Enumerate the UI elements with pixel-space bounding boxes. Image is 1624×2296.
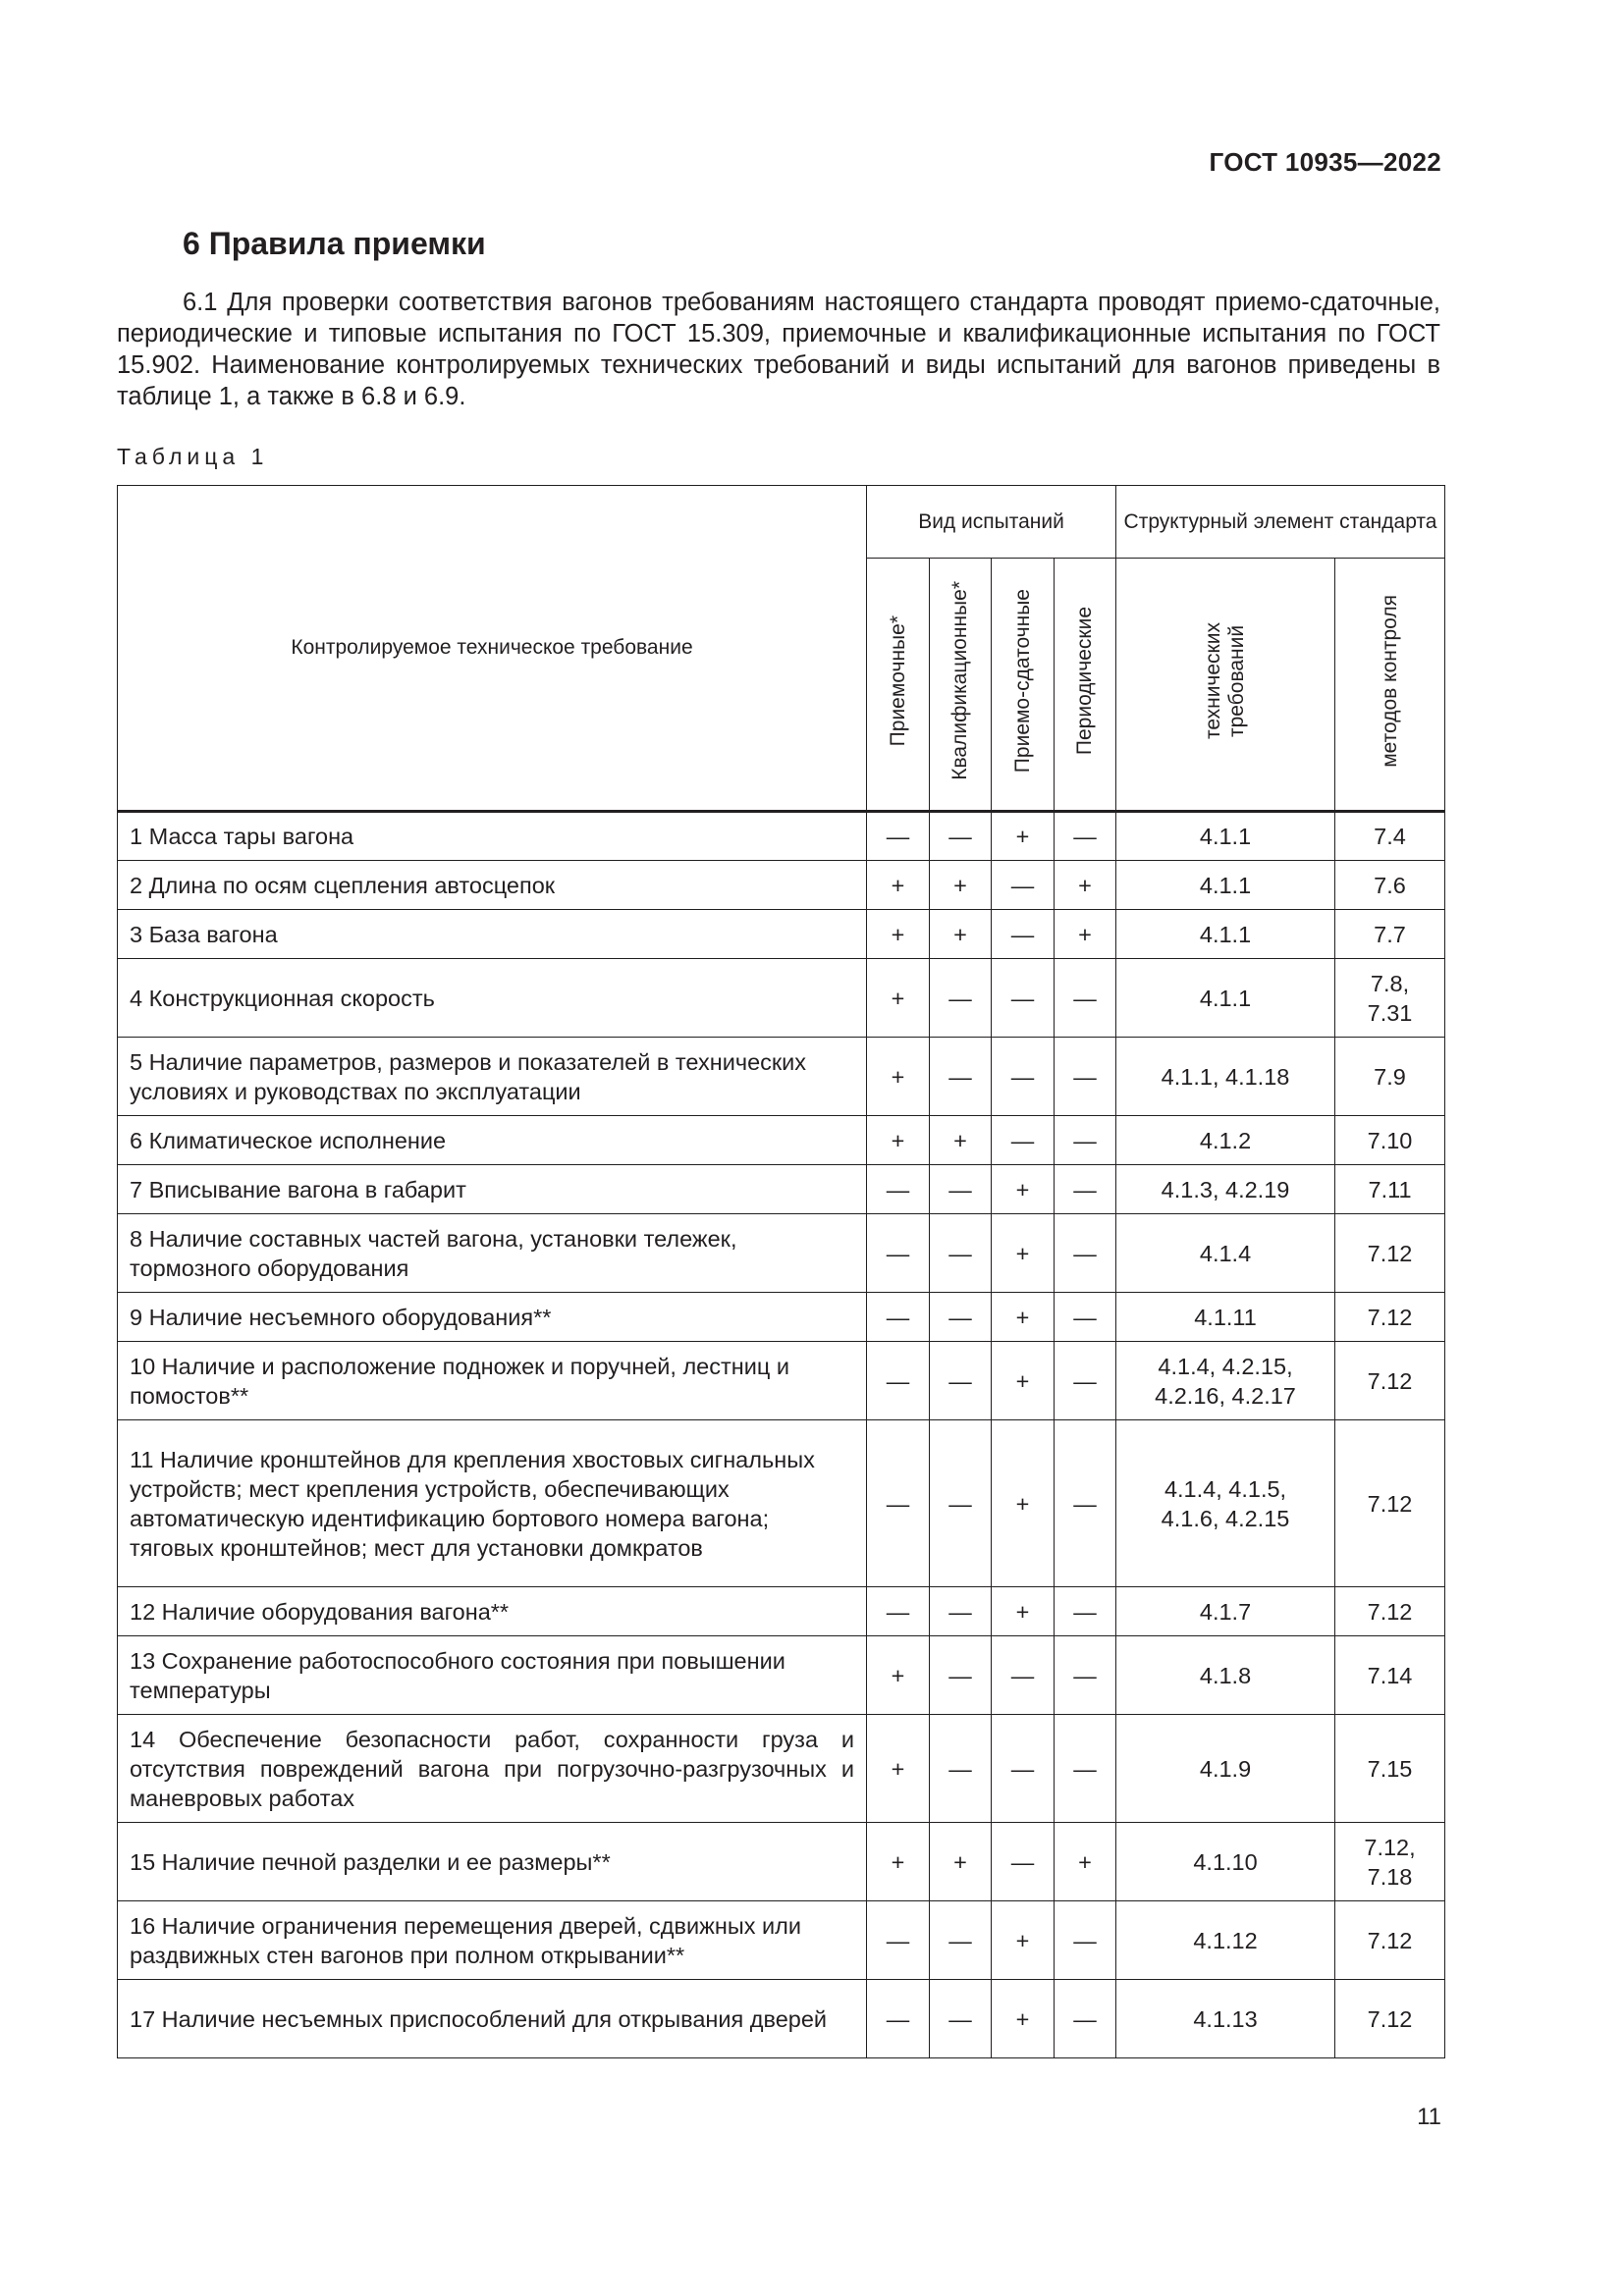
methods-cell: 7.12 [1335, 1980, 1445, 2058]
acceptance-cell: + [867, 1715, 930, 1823]
periodic-cell: + [1055, 1823, 1116, 1901]
tech-req-cell: 4.1.1 [1116, 959, 1335, 1038]
periodic-cell: + [1055, 861, 1116, 910]
acceptance-cell: — [867, 1420, 930, 1587]
tech-req-cell: 4.1.9 [1116, 1715, 1335, 1823]
table-body [118, 812, 1445, 2058]
document-code: ГОСТ 10935—2022 [1209, 147, 1441, 177]
table-row [118, 1715, 1445, 1823]
handover-cell: + [992, 1901, 1055, 1980]
methods-cell: 7.9 [1335, 1038, 1445, 1116]
requirement-cell: 4 Конструкционная скорость [118, 959, 867, 1038]
header-qualification [930, 559, 992, 812]
table-row [118, 1636, 1445, 1715]
handover-cell: + [992, 1165, 1055, 1214]
methods-cell: 7.4 [1335, 812, 1445, 861]
header-acceptance [867, 559, 930, 812]
handover-cell: + [992, 1420, 1055, 1587]
periodic-cell: — [1055, 1038, 1116, 1116]
requirements-table [117, 485, 1445, 2058]
requirement-cell: 9 Наличие несъемного оборудования** [118, 1293, 867, 1342]
tech-req-cell: 4.1.7 [1116, 1587, 1335, 1636]
header-handover [992, 559, 1055, 812]
header-tech-req [1116, 559, 1335, 812]
requirement-cell: 6 Климатическое исполнение [118, 1116, 867, 1165]
tech-req-cell: 4.1.13 [1116, 1980, 1335, 2058]
handover-cell: — [992, 1823, 1055, 1901]
table-row [118, 1901, 1445, 1980]
acceptance-cell: + [867, 1636, 930, 1715]
requirement-cell: 7 Вписывание вагона в габарит [118, 1165, 867, 1214]
periodic-cell: — [1055, 812, 1116, 861]
tech-req-cell: 4.1.10 [1116, 1823, 1335, 1901]
acceptance-cell: — [867, 1165, 930, 1214]
methods-cell: 7.6 [1335, 861, 1445, 910]
tech-req-cell: 4.1.4, 4.2.15, 4.2.16, 4.2.17 [1116, 1342, 1335, 1420]
qualification-cell: + [930, 910, 992, 959]
requirement-cell: 16 Наличие ограничения перемещения дверей, сдвижных или раздвижных стен вагонов при полном открывании** [118, 1901, 867, 1980]
page-number: 11 [1417, 2104, 1441, 2130]
table-row [118, 959, 1445, 1038]
tech-req-cell: 4.1.3, 4.2.19 [1116, 1165, 1335, 1214]
header-methods [1335, 559, 1445, 812]
section-title: 6 Правила приемки [183, 226, 486, 261]
header-periodic [1055, 559, 1116, 812]
table-row [118, 1420, 1445, 1587]
methods-cell: 7.8, 7.31 [1335, 959, 1445, 1038]
handover-cell: + [992, 1342, 1055, 1420]
methods-cell: 7.7 [1335, 910, 1445, 959]
qualification-cell: — [930, 1715, 992, 1823]
tech-req-cell: 4.1.2 [1116, 1116, 1335, 1165]
tech-req-cell: 4.1.4 [1116, 1214, 1335, 1293]
acceptance-cell: — [867, 1980, 930, 2058]
methods-cell: 7.12 [1335, 1293, 1445, 1342]
handover-cell: + [992, 1980, 1055, 2058]
requirement-cell: 15 Наличие печной разделки и ее размеры** [118, 1823, 867, 1901]
acceptance-cell: — [867, 1293, 930, 1342]
methods-cell: 7.14 [1335, 1636, 1445, 1715]
handover-cell: — [992, 1715, 1055, 1823]
header-element-group: Структурный элемент стандарта [1116, 486, 1445, 559]
tech-req-cell: 4.1.1, 4.1.18 [1116, 1038, 1335, 1116]
periodic-cell: — [1055, 1214, 1116, 1293]
acceptance-cell: + [867, 1823, 930, 1901]
header-periodic-label: Периодические [1073, 606, 1096, 756]
header-tech-req-label: технических требований [1202, 622, 1249, 739]
periodic-cell: — [1055, 1293, 1116, 1342]
methods-cell: 7.15 [1335, 1715, 1445, 1823]
handover-cell: — [992, 1636, 1055, 1715]
table-row [118, 1342, 1445, 1420]
periodic-cell: — [1055, 1116, 1116, 1165]
qualification-cell: — [930, 1587, 992, 1636]
tech-req-cell: 4.1.12 [1116, 1901, 1335, 1980]
tech-req-cell: 4.1.1 [1116, 861, 1335, 910]
table-row [118, 1116, 1445, 1165]
qualification-cell: — [930, 1342, 992, 1420]
header-requirement: Контролируемое техническое требование [118, 486, 867, 812]
methods-cell: 7.10 [1335, 1116, 1445, 1165]
handover-cell: — [992, 959, 1055, 1038]
qualification-cell: — [930, 1214, 992, 1293]
table-row [118, 1165, 1445, 1214]
handover-cell: — [992, 1116, 1055, 1165]
qualification-cell: — [930, 1980, 992, 2058]
qualification-cell: — [930, 959, 992, 1038]
qualification-cell: — [930, 1636, 992, 1715]
qualification-cell: — [930, 1293, 992, 1342]
methods-cell: 7.12, 7.18 [1335, 1823, 1445, 1901]
acceptance-cell: — [867, 1901, 930, 1980]
table-row [118, 1587, 1445, 1636]
acceptance-cell: + [867, 910, 930, 959]
table-row [118, 1038, 1445, 1116]
handover-cell: — [992, 910, 1055, 959]
qualification-cell: — [930, 1901, 992, 1980]
qualification-cell: + [930, 1116, 992, 1165]
methods-cell: 7.12 [1335, 1214, 1445, 1293]
header-qualification-label: Квалификационные* [948, 581, 971, 780]
handover-cell: + [992, 1587, 1055, 1636]
methods-cell: 7.12 [1335, 1587, 1445, 1636]
table-row [118, 1214, 1445, 1293]
acceptance-cell: + [867, 959, 930, 1038]
acceptance-cell: — [867, 1587, 930, 1636]
requirement-cell: 3 База вагона [118, 910, 867, 959]
qualification-cell: + [930, 861, 992, 910]
requirement-cell: 5 Наличие параметров, размеров и показателей в технических условиях и руководствах по эксплуатации [118, 1038, 867, 1116]
table-row [118, 861, 1445, 910]
handover-cell: + [992, 1214, 1055, 1293]
acceptance-cell: + [867, 861, 930, 910]
methods-cell: 7.12 [1335, 1420, 1445, 1587]
table-caption: Таблица 1 [117, 444, 269, 469]
requirement-cell: 1 Масса тары вагона [118, 812, 867, 861]
acceptance-cell: — [867, 1214, 930, 1293]
tech-req-cell: 4.1.1 [1116, 812, 1335, 861]
header-test-type-group: Вид испытаний [867, 486, 1116, 559]
handover-cell: + [992, 812, 1055, 861]
section-paragraph: 6.1 Для проверки соответствия вагонов требованиям настоящего стандарта проводят приемо-сдаточные, периодические и типовые испытания по ГОСТ 15.309, приемочные и квалификационные испытания по ГОСТ 15.902. Наименование контролируемых технических требований и виды испытаний для вагонов приведены в таблице 1, а также в 6.8 и 6.9. [117, 289, 1440, 410]
handover-cell: — [992, 861, 1055, 910]
qualification-cell: + [930, 1823, 992, 1901]
requirement-cell: 13 Сохранение работоспособного состояния при повышении температуры [118, 1636, 867, 1715]
requirement-cell: 12 Наличие оборудования вагона** [118, 1587, 867, 1636]
methods-cell: 7.12 [1335, 1342, 1445, 1420]
periodic-cell: + [1055, 910, 1116, 959]
tech-req-cell: 4.1.1 [1116, 910, 1335, 959]
methods-cell: 7.12 [1335, 1901, 1445, 1980]
requirement-cell: 2 Длина по осям сцепления автосцепок [118, 861, 867, 910]
header-acceptance-label: Приемочные* [886, 614, 909, 747]
table-row [118, 812, 1445, 861]
qualification-cell: — [930, 1165, 992, 1214]
acceptance-cell: + [867, 1116, 930, 1165]
requirement-cell: 14 Обеспечение безопасности работ, сохранности груза и отсутствия повреждений вагона при погрузочно-разгрузочных и маневровых работах [118, 1715, 867, 1823]
tech-req-cell: 4.1.4, 4.1.5, 4.1.6, 4.2.15 [1116, 1420, 1335, 1587]
periodic-cell: — [1055, 1165, 1116, 1214]
requirement-cell: 11 Наличие кронштейнов для крепления хвостовых сигнальных устройств; мест крепления устройств, обеспечивающих автоматическую идентификацию бортового номера вагона; тяговых кронштейнов; мест для установки домкратов [118, 1420, 867, 1587]
handover-cell: — [992, 1038, 1055, 1116]
header-methods-label: методов контроля [1378, 594, 1401, 768]
header-handover-label: Приемо-сдаточные [1010, 588, 1034, 774]
periodic-cell: — [1055, 1901, 1116, 1980]
periodic-cell: — [1055, 959, 1116, 1038]
qualification-cell: — [930, 812, 992, 861]
periodic-cell: — [1055, 1980, 1116, 2058]
table-row [118, 910, 1445, 959]
table-row [118, 1293, 1445, 1342]
acceptance-cell: — [867, 812, 930, 861]
tech-req-cell: 4.1.11 [1116, 1293, 1335, 1342]
requirement-cell: 8 Наличие составных частей вагона, установки тележек, тормозного оборудования [118, 1214, 867, 1293]
periodic-cell: — [1055, 1636, 1116, 1715]
periodic-cell: — [1055, 1587, 1116, 1636]
table-row [118, 1980, 1445, 2058]
acceptance-cell: + [867, 1038, 930, 1116]
periodic-cell: — [1055, 1715, 1116, 1823]
requirement-cell: 10 Наличие и расположение подножек и поручней, лестниц и помостов** [118, 1342, 867, 1420]
tech-req-cell: 4.1.8 [1116, 1636, 1335, 1715]
acceptance-cell: — [867, 1342, 930, 1420]
qualification-cell: — [930, 1038, 992, 1116]
qualification-cell: — [930, 1420, 992, 1587]
table-row [118, 1823, 1445, 1901]
periodic-cell: — [1055, 1342, 1116, 1420]
requirement-cell: 17 Наличие несъемных приспособлений для открывания дверей [118, 1980, 867, 2058]
methods-cell: 7.11 [1335, 1165, 1445, 1214]
periodic-cell: — [1055, 1420, 1116, 1587]
handover-cell: + [992, 1293, 1055, 1342]
